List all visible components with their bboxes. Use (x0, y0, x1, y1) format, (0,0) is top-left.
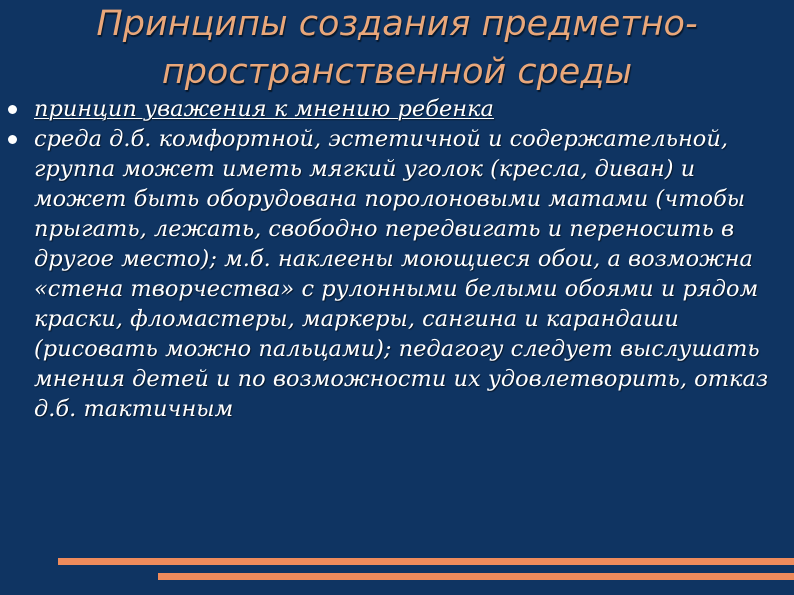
bullet-item-environment (0, 124, 794, 424)
bullet-dot-icon (8, 105, 17, 114)
bullet-item-respect (0, 94, 794, 124)
slide-title-line-2: пространственной среды (161, 52, 633, 92)
bullet-dot-icon (8, 135, 17, 144)
bullet-list (0, 94, 794, 424)
bullet-text-respect: принцип уважения к мнению ребенка (34, 96, 494, 122)
slide-title (0, 0, 794, 96)
decorative-bar-top (58, 558, 794, 565)
slide-title-line-1: Принципы создания предметно- (96, 4, 698, 44)
bullet-text-environment: среда д.б. комфортной, эстетичной и содержательной, группа может иметь мягкий уголок (кресла, диван) и может быть оборудована поролоновыми матами (чтобы прыгать, лежать, свободно передвигать и переносить в другое место); м.б. наклеены моющиеся обои, а возможна «стена творчества» с рулонными белыми обоями и рядом краски, фломастеры, маркеры, сангина и карандаши (рисовать можно пальцами); педагогу следует выслушать мнения детей и по возможности их удовлетворить, отказ д.б. тактичным (34, 126, 769, 422)
decorative-bar-bottom (158, 573, 794, 580)
